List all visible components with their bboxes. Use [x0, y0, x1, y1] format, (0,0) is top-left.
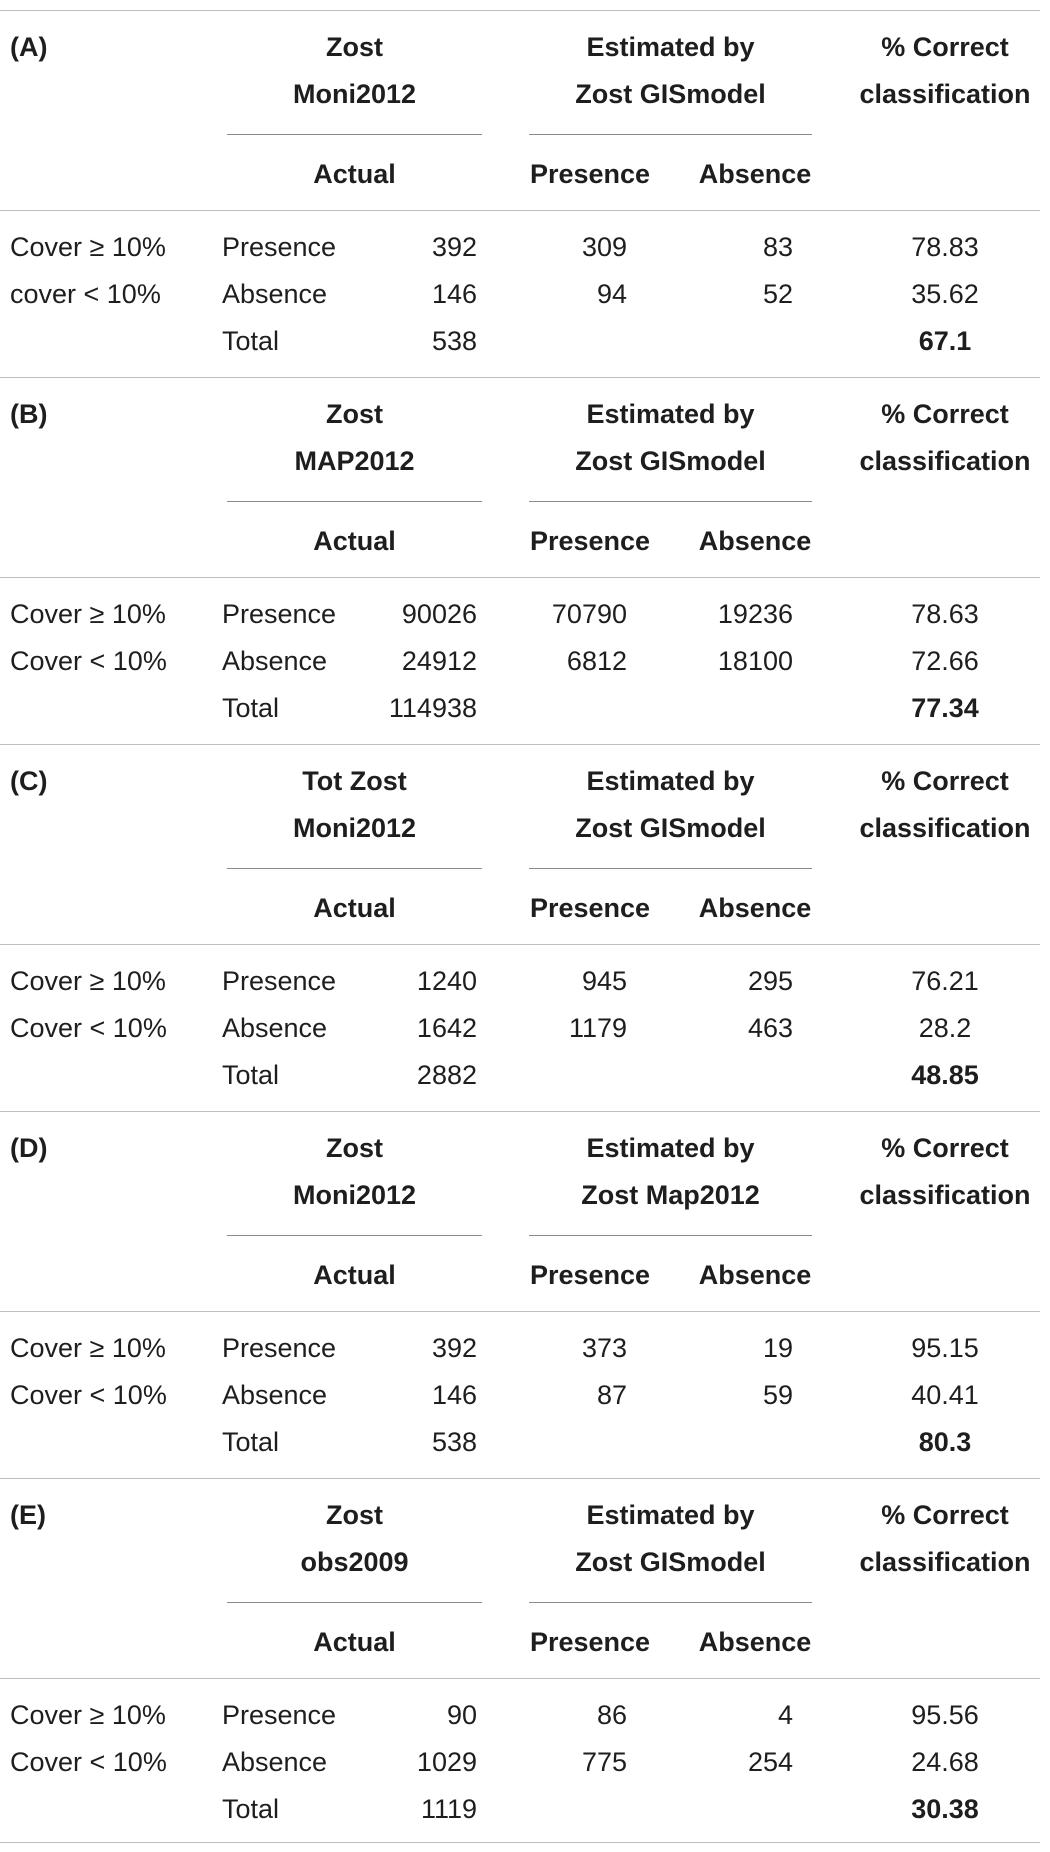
- actual-value: 1029: [416, 1747, 477, 1777]
- overall-pct-correct: 30.38: [911, 1794, 979, 1824]
- correct-header-line2: classification: [859, 813, 1031, 843]
- actual-header-line1: Tot Zost: [302, 766, 407, 796]
- est-presence-value: 1179: [568, 1013, 627, 1043]
- correct-header-line1: % Correct: [881, 32, 1009, 62]
- pct-correct-value: 35.62: [911, 279, 979, 309]
- actual-header-line2: obs2009: [300, 1547, 409, 1577]
- est-absence-value: 83: [762, 232, 793, 262]
- class-label: Absence: [222, 1380, 328, 1410]
- absence-subheader: Absence: [698, 1627, 812, 1657]
- total-label: Total: [222, 1794, 280, 1824]
- section-top-rule: [0, 10, 1040, 11]
- total-actual-value: 538: [431, 1427, 477, 1457]
- pct-correct-value: 72.66: [911, 646, 979, 676]
- header-body-rule: [0, 1678, 1040, 1679]
- actual-subheader: Actual: [313, 893, 396, 923]
- actual-header-line1: Zost: [326, 399, 383, 429]
- estimated-header-line1: Estimated by: [586, 1500, 755, 1530]
- class-label: Presence: [222, 232, 337, 262]
- actual-value: 1240: [416, 966, 477, 996]
- cover-label: Cover ≥ 10%: [10, 966, 166, 996]
- section-top-rule: [0, 377, 1040, 378]
- est-presence-value: 775: [581, 1747, 627, 1777]
- estimated-header-line2: Zost GISmodel: [575, 813, 766, 843]
- actual-value: 1642: [416, 1013, 477, 1043]
- overall-pct-correct: 67.1: [918, 326, 972, 356]
- total-label: Total: [222, 326, 280, 356]
- total-actual-value: 1119: [420, 1794, 477, 1824]
- est-absence-value: 254: [747, 1747, 793, 1777]
- est-absence-value: 52: [762, 279, 793, 309]
- cover-label: Cover < 10%: [10, 1013, 167, 1043]
- cover-label: Cover ≥ 10%: [10, 1700, 166, 1730]
- correct-header-line1: % Correct: [881, 1500, 1009, 1530]
- est-presence-value: 373: [581, 1333, 627, 1363]
- correct-header-line1: % Correct: [881, 399, 1009, 429]
- cover-label: Cover < 10%: [10, 646, 167, 676]
- est-presence-value: 86: [596, 1700, 627, 1730]
- est-presence-value: 6812: [566, 646, 627, 676]
- section-label: (D): [10, 1133, 48, 1163]
- actual-header-line2: Moni2012: [292, 813, 417, 843]
- class-label: Presence: [222, 599, 337, 629]
- header-body-rule: [0, 577, 1040, 578]
- overall-pct-correct: 77.34: [911, 693, 979, 723]
- correct-header-line1: % Correct: [881, 766, 1009, 796]
- pct-correct-value: 76.21: [911, 966, 979, 996]
- section-top-rule: [0, 1111, 1040, 1112]
- est-absence-value: 463: [747, 1013, 793, 1043]
- est-presence-value: 94: [596, 279, 627, 309]
- total-label: Total: [222, 693, 280, 723]
- actual-subheader: Actual: [313, 1260, 396, 1290]
- section-label: (C): [10, 766, 48, 796]
- correct-header-line2: classification: [859, 1547, 1031, 1577]
- absence-subheader: Absence: [698, 526, 812, 556]
- header-body-rule: [0, 944, 1040, 945]
- correct-header-line2: classification: [859, 1180, 1031, 1210]
- estimated-header-line2: Zost GISmodel: [575, 446, 766, 476]
- actual-header-line2: Moni2012: [292, 1180, 417, 1210]
- correct-header-line1: % Correct: [881, 1133, 1009, 1163]
- pct-correct-value: 95.56: [911, 1700, 979, 1730]
- table-section-e: [0, 1468, 1050, 1835]
- pct-correct-value: 24.68: [911, 1747, 979, 1777]
- pct-correct-value: 95.15: [911, 1333, 979, 1363]
- table-section-d: [0, 1101, 1050, 1468]
- actual-header-line1: Zost: [326, 1133, 383, 1163]
- actual-header-underline: [227, 501, 482, 502]
- presence-subheader: Presence: [529, 526, 651, 556]
- table-section-c: [0, 734, 1050, 1101]
- cover-label: Cover < 10%: [10, 1380, 167, 1410]
- actual-value: 392: [431, 232, 477, 262]
- class-label: Absence: [222, 646, 328, 676]
- estimated-header-underline: [529, 868, 812, 869]
- pct-correct-value: 40.41: [911, 1380, 979, 1410]
- actual-subheader: Actual: [313, 159, 396, 189]
- estimated-header-underline: [529, 134, 812, 135]
- est-absence-value: 59: [762, 1380, 793, 1410]
- total-label: Total: [222, 1427, 280, 1457]
- absence-subheader: Absence: [698, 1260, 812, 1290]
- section-label: (A): [10, 32, 48, 62]
- estimated-header-underline: [529, 1602, 812, 1603]
- est-absence-value: 295: [747, 966, 793, 996]
- cover-label: Cover ≥ 10%: [10, 599, 166, 629]
- header-body-rule: [0, 1311, 1040, 1312]
- class-label: Presence: [222, 1700, 337, 1730]
- estimated-header-line1: Estimated by: [586, 1133, 755, 1163]
- correct-header-line2: classification: [859, 79, 1031, 109]
- total-actual-value: 538: [431, 326, 477, 356]
- actual-header-underline: [227, 1602, 482, 1603]
- class-label: Presence: [222, 1333, 337, 1363]
- actual-subheader: Actual: [313, 526, 396, 556]
- estimated-header-line1: Estimated by: [586, 32, 755, 62]
- estimated-header-underline: [529, 1235, 812, 1236]
- table-section-b: [0, 367, 1050, 734]
- total-actual-value: 2882: [416, 1060, 477, 1090]
- actual-value: 24912: [401, 646, 477, 676]
- est-presence-value: 309: [581, 232, 627, 262]
- total-label: Total: [222, 1060, 280, 1090]
- cover-label: Cover ≥ 10%: [10, 232, 166, 262]
- estimated-header-line2: Zost Map2012: [581, 1180, 760, 1210]
- absence-subheader: Absence: [698, 893, 812, 923]
- est-presence-value: 70790: [551, 599, 627, 629]
- class-label: Absence: [222, 279, 328, 309]
- actual-value: 146: [431, 279, 477, 309]
- total-actual-value: 114938: [388, 693, 477, 723]
- overall-pct-correct: 80.3: [918, 1427, 972, 1457]
- presence-subheader: Presence: [529, 159, 651, 189]
- actual-header-underline: [227, 1235, 482, 1236]
- presence-subheader: Presence: [529, 1627, 651, 1657]
- absence-subheader: Absence: [698, 159, 812, 189]
- estimated-header-underline: [529, 501, 812, 502]
- pct-correct-value: 28.2: [918, 1013, 972, 1043]
- table-bottom-rule: [0, 1842, 1040, 1843]
- pct-correct-value: 78.63: [911, 599, 979, 629]
- actual-value: 90: [446, 1700, 477, 1730]
- actual-header-underline: [227, 134, 482, 135]
- presence-subheader: Presence: [529, 1260, 651, 1290]
- actual-value: 90026: [401, 599, 477, 629]
- est-presence-value: 945: [581, 966, 627, 996]
- section-top-rule: [0, 744, 1040, 745]
- class-label: Absence: [222, 1747, 328, 1777]
- estimated-header-line1: Estimated by: [586, 399, 755, 429]
- section-top-rule: [0, 1478, 1040, 1479]
- section-label: (E): [10, 1500, 46, 1530]
- correct-header-line2: classification: [859, 446, 1031, 476]
- actual-value: 392: [431, 1333, 477, 1363]
- estimated-header-line2: Zost GISmodel: [575, 1547, 766, 1577]
- cover-label: Cover ≥ 10%: [10, 1333, 166, 1363]
- est-absence-value: 4: [777, 1700, 793, 1730]
- header-body-rule: [0, 210, 1040, 211]
- est-presence-value: 87: [596, 1380, 627, 1410]
- class-label: Presence: [222, 966, 337, 996]
- overall-pct-correct: 48.85: [911, 1060, 979, 1090]
- cover-label: Cover < 10%: [10, 1747, 167, 1777]
- table-section-a: [0, 0, 1050, 367]
- actual-header-line1: Zost: [326, 1500, 383, 1530]
- est-absence-value: 18100: [717, 646, 793, 676]
- est-absence-value: 19236: [717, 599, 793, 629]
- section-label: (B): [10, 399, 48, 429]
- estimated-header-line2: Zost GISmodel: [575, 79, 766, 109]
- actual-header-line2: MAP2012: [294, 446, 415, 476]
- estimated-header-line1: Estimated by: [586, 766, 755, 796]
- cover-label: cover < 10%: [10, 279, 161, 309]
- actual-header-line1: Zost: [326, 32, 383, 62]
- actual-header-underline: [227, 868, 482, 869]
- est-absence-value: 19: [762, 1333, 793, 1363]
- class-label: Absence: [222, 1013, 328, 1043]
- actual-subheader: Actual: [313, 1627, 396, 1657]
- actual-value: 146: [431, 1380, 477, 1410]
- pct-correct-value: 78.83: [911, 232, 979, 262]
- presence-subheader: Presence: [529, 893, 651, 923]
- actual-header-line2: Moni2012: [292, 79, 417, 109]
